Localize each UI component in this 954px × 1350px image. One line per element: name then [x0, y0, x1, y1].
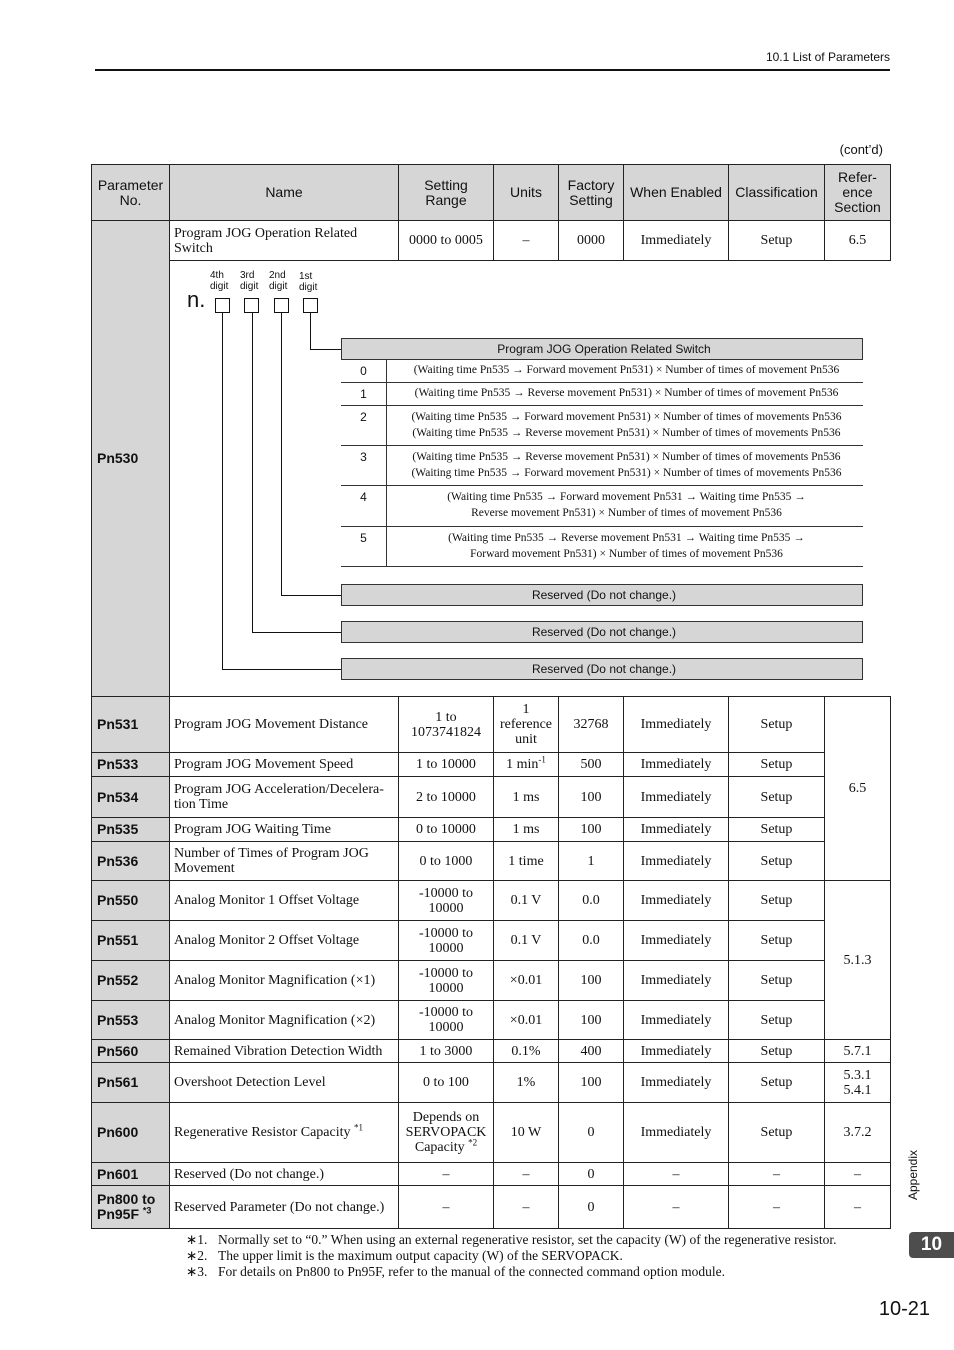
param-name: Program JOG Movement Speed	[170, 753, 399, 777]
setting-range: –	[399, 1163, 494, 1186]
classification: Setup	[729, 921, 825, 961]
classification: Setup	[729, 818, 825, 842]
table-row	[92, 1163, 891, 1186]
classification: Setup	[729, 697, 825, 753]
setting-range: -10000 to 10000	[399, 921, 494, 961]
option-text: (Waiting time Pn535 → Forward movement Pn531 → Waiting time Pn535 → Reverse movement Pn531) × Number of times of movement Pn536	[447, 491, 806, 519]
when-enabled: Immediately	[624, 961, 729, 1001]
param-name: Program JOG Acceleration/Decelera-tion Time	[170, 777, 399, 818]
table-row	[92, 1001, 891, 1040]
units: 0.1 V	[494, 881, 559, 921]
table-row	[92, 921, 891, 961]
param-no: Pn600	[92, 1103, 170, 1163]
units: –	[494, 1163, 559, 1186]
units: 1 ms	[494, 818, 559, 842]
factory-setting: 0	[559, 1103, 624, 1163]
factory-setting: 0	[559, 1163, 624, 1186]
leader-line	[222, 669, 341, 670]
param-no: Pn601	[92, 1163, 170, 1186]
param-no: Pn560	[92, 1040, 170, 1063]
leader-line	[252, 313, 253, 632]
switch-title-bar: Program JOG Operation Related Switch	[341, 338, 863, 360]
units: 1%	[494, 1063, 559, 1103]
digit-label-3rd: 3rd digit	[240, 270, 259, 292]
reference-section: 5.1.3	[825, 881, 891, 1040]
units: 1 time	[494, 842, 559, 881]
table-row	[92, 1186, 891, 1229]
col-header-when-enabled: When Enabled	[624, 165, 729, 221]
when-enabled: Immediately	[624, 1063, 729, 1103]
digit-label-2nd: 2nd digit	[269, 270, 288, 292]
option-row	[341, 446, 863, 486]
switch-diagram-cell	[170, 261, 891, 697]
reference-section: 5.7.1	[825, 1040, 891, 1063]
footnote: ∗2. The upper limit is the maximum output capacity (W) of the SERVOPACK.	[186, 1248, 623, 1263]
units: 0.1 V	[494, 921, 559, 961]
param-name: Analog Monitor 1 Offset Voltage	[170, 881, 399, 921]
option-row	[341, 406, 863, 446]
factory-setting: 100	[559, 818, 624, 842]
option-row	[341, 486, 863, 527]
table-row	[92, 1040, 891, 1063]
classification: Setup	[729, 1001, 825, 1040]
factory-setting: 0.0	[559, 921, 624, 961]
setting-range: 1 to 10000	[399, 753, 494, 777]
table-header-row	[92, 165, 891, 221]
leader-line	[310, 349, 341, 350]
setting-range: 0000 to 0005	[399, 221, 494, 261]
classification: –	[729, 1186, 825, 1229]
option-text: (Waiting time Pn535 → Forward movement Pn531) × Number of times of movements Pn536 (Waiting time Pn535 → Reverse movement Pn531) × Number of times of movements Pn536	[411, 411, 842, 439]
table-row	[92, 961, 891, 1001]
param-name: Analog Monitor Magnification (×1)	[170, 961, 399, 1001]
col-header-factory-setting: Factory Setting	[559, 165, 624, 221]
param-no: Pn531	[92, 697, 170, 753]
reference-section: 3.7.2	[825, 1103, 891, 1163]
digit-box-1st	[303, 298, 318, 313]
when-enabled: Immediately	[624, 921, 729, 961]
reserved-bar-3rd-digit: Reserved (Do not change.)	[341, 621, 863, 643]
setting-range: Depends on SERVOPACK Capacity $^{*2}$	[399, 1103, 494, 1163]
leader-line	[222, 313, 223, 669]
chapter-badge: 10	[909, 1232, 954, 1258]
classification: Setup	[729, 881, 825, 921]
digit-box-2nd	[274, 298, 289, 313]
parameter-table	[91, 164, 891, 1229]
n-prefix: n.	[187, 287, 206, 312]
when-enabled: –	[624, 1163, 729, 1186]
when-enabled: Immediately	[624, 818, 729, 842]
setting-range: 0 to 1000	[399, 842, 494, 881]
reserved-bar-2nd-digit: Reserved (Do not change.)	[341, 584, 863, 606]
digit-label-1st: 1st digit	[299, 271, 318, 293]
leader-line	[252, 632, 341, 633]
when-enabled: Immediately	[624, 753, 729, 777]
col-header-parameter-no: Parameter No.	[92, 165, 170, 221]
units: –	[494, 1186, 559, 1229]
units: –	[494, 221, 559, 261]
factory-setting: 400	[559, 1040, 624, 1063]
option-row	[341, 383, 863, 406]
setting-range: 0 to 100	[399, 1063, 494, 1103]
col-header-units: Units	[494, 165, 559, 221]
reference-section: 6.5	[825, 697, 891, 881]
classification: Setup	[729, 1040, 825, 1063]
option-text: (Waiting time Pn535 → Reverse movement Pn531 → Waiting time Pn535 → Forward movement Pn531) × Number of times of movement Pn536	[448, 532, 805, 560]
setting-range: -10000 to 10000	[399, 1001, 494, 1040]
factory-setting: 0000	[559, 221, 624, 261]
param-name: Regenerative Resistor Capacity $^{*1}$	[170, 1103, 399, 1163]
col-header-reference-section: Refer- ence Section	[825, 165, 891, 221]
table-row	[92, 842, 891, 881]
factory-setting: 500	[559, 753, 624, 777]
param-no: Pn550	[92, 881, 170, 921]
setting-range: 1 to 3000	[399, 1040, 494, 1063]
option-number: 3	[341, 446, 387, 485]
factory-setting: 0.0	[559, 881, 624, 921]
setting-range: -10000 to 10000	[399, 961, 494, 1001]
classification: Setup	[729, 221, 825, 261]
table-row	[92, 697, 891, 753]
when-enabled: Immediately	[624, 1103, 729, 1163]
param-name: Analog Monitor 2 Offset Voltage	[170, 921, 399, 961]
when-enabled: Immediately	[624, 697, 729, 753]
classification: –	[729, 1163, 825, 1186]
footnote: ∗1. Normally set to “0.” When using an external regenerative resistor, set the capacity (W) of the regenerative resistor.	[186, 1232, 837, 1247]
footnote: ∗3. For details on Pn800 to Pn95F, refer to the manual of the connected command option module.	[186, 1264, 725, 1279]
table-row	[92, 1063, 891, 1103]
when-enabled: Immediately	[624, 1040, 729, 1063]
option-number: 4	[341, 486, 387, 526]
param-name: Program JOG Operation Related Switch	[170, 221, 399, 261]
col-header-name: Name	[170, 165, 399, 221]
param-no: Pn552	[92, 961, 170, 1001]
when-enabled: –	[624, 1186, 729, 1229]
when-enabled: Immediately	[624, 1001, 729, 1040]
col-header-setting-range: Setting Range	[399, 165, 494, 221]
when-enabled: Immediately	[624, 842, 729, 881]
units: 1 ms	[494, 777, 559, 818]
setting-range: –	[399, 1186, 494, 1229]
table-row	[92, 818, 891, 842]
digit-label-4th: 4th digit	[210, 270, 229, 292]
continued-label: (cont’d)	[839, 142, 883, 157]
classification: Setup	[729, 1103, 825, 1163]
when-enabled: Immediately	[624, 881, 729, 921]
leader-line	[310, 313, 311, 350]
option-text: (Waiting time Pn535 → Reverse movement Pn531) × Number of times of movement Pn536	[414, 387, 839, 399]
reserved-bar-4th-digit: Reserved (Do not change.)	[341, 658, 863, 680]
option-text: (Waiting time Pn535 → Forward movement Pn531) × Number of times of movement Pn536	[413, 364, 840, 376]
classification: Setup	[729, 1063, 825, 1103]
factory-setting: 100	[559, 961, 624, 1001]
option-number: 5	[341, 527, 387, 566]
reference-section: –	[825, 1186, 891, 1229]
factory-setting: 100	[559, 1001, 624, 1040]
setting-range: 2 to 10000	[399, 777, 494, 818]
units: 10 W	[494, 1103, 559, 1163]
param-no: Pn530	[92, 221, 170, 697]
page-number: 10-21	[878, 1298, 930, 1320]
factory-setting: 1	[559, 842, 624, 881]
table-row-diagram	[92, 261, 891, 697]
switch-diagram	[174, 262, 894, 695]
header-rule	[95, 69, 890, 71]
param-name: Reserved Parameter (Do not change.)	[170, 1186, 399, 1229]
option-number: 2	[341, 406, 387, 445]
option-row	[341, 527, 863, 567]
when-enabled: Immediately	[624, 221, 729, 261]
table-row	[92, 777, 891, 818]
param-no: Pn536	[92, 842, 170, 881]
param-no: Pn533	[92, 753, 170, 777]
param-name: Number of Times of Program JOG Movement	[170, 842, 399, 881]
col-header-classification: Classification	[729, 165, 825, 221]
factory-setting: 100	[559, 777, 624, 818]
classification: Setup	[729, 961, 825, 1001]
param-name: Remained Vibration Detection Width	[170, 1040, 399, 1063]
table-row	[92, 1103, 891, 1163]
setting-range: 1 to 1073741824	[399, 697, 494, 753]
leader-line	[281, 313, 282, 595]
running-header: 10.1 List of Parameters	[765, 50, 890, 64]
option-number: 1	[341, 383, 387, 405]
param-name: Overshoot Detection Level	[170, 1063, 399, 1103]
when-enabled: Immediately	[624, 777, 729, 818]
reference-section: 6.5	[825, 221, 891, 261]
param-no: Pn561	[92, 1063, 170, 1103]
table-row	[92, 753, 891, 777]
table-row	[92, 221, 891, 261]
factory-setting: 0	[559, 1186, 624, 1229]
units: 1 $\min^{-1}$	[494, 753, 559, 777]
param-name: Program JOG Waiting Time	[170, 818, 399, 842]
option-row	[341, 360, 863, 383]
param-name: Program JOG Movement Distance	[170, 697, 399, 753]
param-name: Analog Monitor Magnification (×2)	[170, 1001, 399, 1040]
param-no: Pn553	[92, 1001, 170, 1040]
footnotes	[186, 1232, 836, 1280]
reference-section: –	[825, 1163, 891, 1186]
reference-section: 5.3.1 5.4.1	[825, 1063, 891, 1103]
classification: Setup	[729, 842, 825, 881]
option-text: (Waiting time Pn535 → Reverse movement Pn531) × Number of times of movements Pn536 (Waiting time Pn535 → Forward movement Pn531) × Number of times of movements Pn536	[411, 451, 842, 479]
units: ×0.01	[494, 961, 559, 1001]
param-no: Pn535	[92, 818, 170, 842]
units: 1 reference unit	[494, 697, 559, 753]
units: 0.1%	[494, 1040, 559, 1063]
leader-line	[281, 595, 341, 596]
digit-box-4th	[215, 298, 230, 313]
side-tab-label: Appendix	[906, 1149, 921, 1201]
param-name: Reserved (Do not change.)	[170, 1163, 399, 1186]
option-number: 0	[341, 360, 387, 382]
digit-box-3rd	[244, 298, 259, 313]
setting-range: -10000 to 10000	[399, 881, 494, 921]
param-no: Pn800 to Pn95F $^{*3}$	[92, 1186, 170, 1229]
param-no: Pn551	[92, 921, 170, 961]
factory-setting: 32768	[559, 697, 624, 753]
param-no: Pn534	[92, 777, 170, 818]
factory-setting: 100	[559, 1063, 624, 1103]
classification: Setup	[729, 753, 825, 777]
table-row	[92, 881, 891, 921]
setting-range: 0 to 10000	[399, 818, 494, 842]
classification: Setup	[729, 777, 825, 818]
units: ×0.01	[494, 1001, 559, 1040]
